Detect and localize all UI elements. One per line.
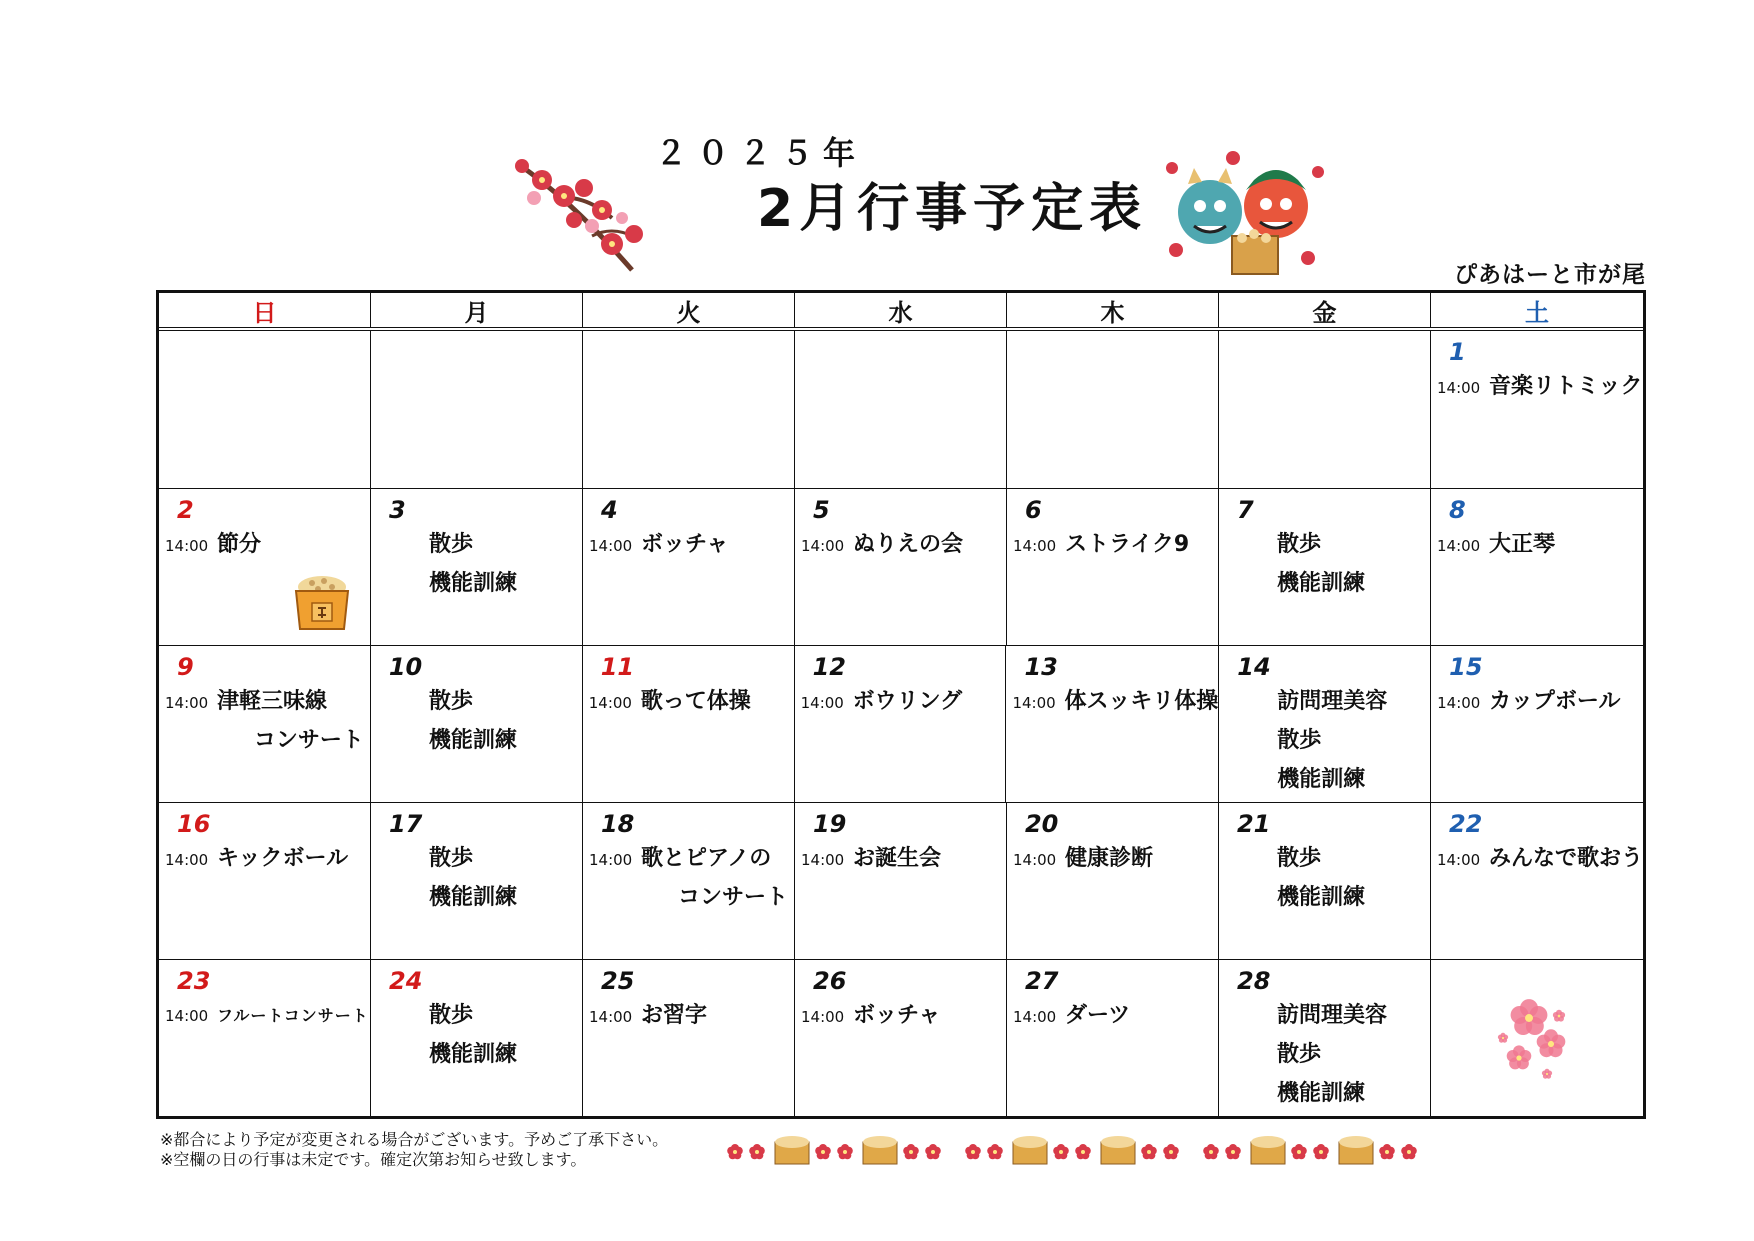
day-cell xyxy=(1007,331,1219,488)
plum-branch-icon xyxy=(512,158,662,278)
day-number xyxy=(389,337,582,367)
event-text: 津軽三味線 xyxy=(217,689,328,714)
event-text: ボッチャ xyxy=(641,532,729,557)
weekday-thu: 木 xyxy=(1007,293,1219,328)
event-line xyxy=(377,996,582,1035)
event-line xyxy=(1437,839,1643,878)
event-time: 14:00 xyxy=(1437,694,1481,712)
day-number: 20 xyxy=(1024,810,1059,838)
day-cell xyxy=(795,960,1007,1116)
event-time: 14:00 xyxy=(1013,537,1057,555)
calendar-table xyxy=(156,290,1646,1119)
event-text: 節分 xyxy=(217,532,262,557)
event-line xyxy=(165,996,370,1035)
day-cell xyxy=(1431,331,1643,488)
event-line xyxy=(1012,682,1218,721)
day-cell xyxy=(795,646,1007,802)
event-text: 機能訓練 xyxy=(429,1042,518,1067)
event-line xyxy=(165,682,370,721)
event-text: 機能訓練 xyxy=(428,885,517,910)
event-time: 14:00 xyxy=(588,694,632,712)
day-cell xyxy=(1006,646,1219,802)
day-cell xyxy=(583,331,795,488)
calendar-weeks xyxy=(159,331,1643,1116)
day-number: 5 xyxy=(813,496,830,524)
weekday-header xyxy=(159,293,1643,331)
event-time: 14:00 xyxy=(800,851,845,869)
day-cell xyxy=(795,331,1007,488)
event-text: 散歩 xyxy=(1277,532,1322,557)
week-row xyxy=(159,488,1643,645)
day-cell xyxy=(1431,489,1643,645)
day-number xyxy=(601,337,794,367)
day-number xyxy=(1025,337,1218,367)
event-line xyxy=(377,682,582,721)
day-cell xyxy=(795,803,1007,959)
plum-blossom-icon xyxy=(1489,988,1579,1084)
event-line xyxy=(165,721,370,760)
note-line: ※都合により予定が変更される場合がございます。予めご了承下さい。 xyxy=(160,1130,669,1149)
event-time: 14:00 xyxy=(1437,537,1481,555)
day-cell xyxy=(1431,960,1643,1116)
event-text: 訪問理美容 xyxy=(1277,689,1388,714)
event-text: ボッチャ xyxy=(853,1003,941,1028)
day-cell xyxy=(159,803,371,959)
event-line xyxy=(377,1035,582,1074)
event-text: お誕生会 xyxy=(852,846,941,871)
event-line xyxy=(589,525,794,564)
day-number: 2 xyxy=(177,496,194,524)
event-time: 14:00 xyxy=(1013,1008,1057,1026)
day-cell xyxy=(371,331,583,488)
event-line xyxy=(1437,682,1643,721)
event-time: 14:00 xyxy=(165,537,209,555)
weekday-wed: 水 xyxy=(795,293,1007,328)
notes xyxy=(160,1130,668,1170)
event-text: 散歩 xyxy=(1277,728,1322,753)
event-line xyxy=(589,682,794,721)
event-text: 機能訓練 xyxy=(1277,767,1366,792)
day-cell xyxy=(583,489,795,645)
day-cell xyxy=(159,960,371,1116)
event-text: 散歩 xyxy=(428,689,473,714)
day-number: 24 xyxy=(389,967,423,995)
day-cell xyxy=(1007,803,1219,959)
event-line xyxy=(1225,1074,1430,1113)
event-text: 機能訓練 xyxy=(1277,571,1366,596)
day-number: 14 xyxy=(1237,653,1271,681)
event-line xyxy=(589,878,794,917)
day-cell xyxy=(159,646,371,802)
day-cell xyxy=(1219,646,1431,802)
event-line xyxy=(165,525,370,564)
day-number: 28 xyxy=(1237,967,1271,995)
event-text: カップボール xyxy=(1489,689,1621,714)
event-line xyxy=(801,525,1006,564)
event-text: コンサート xyxy=(253,728,364,753)
page-title: 2月行事予定表 xyxy=(757,179,1148,239)
event-text: 体スッキリ体操 xyxy=(1064,689,1219,714)
event-text: コンサート xyxy=(677,885,788,910)
event-line xyxy=(1013,839,1218,878)
event-text: 大正琴 xyxy=(1489,532,1556,557)
event-line xyxy=(377,564,582,603)
event-text: 散歩 xyxy=(1276,846,1321,871)
event-text: 機能訓練 xyxy=(428,728,517,753)
event-time: 14:00 xyxy=(1436,851,1481,869)
event-line xyxy=(1225,839,1430,878)
event-line xyxy=(1225,760,1430,799)
day-cell xyxy=(1219,803,1431,959)
day-number: 10 xyxy=(388,653,423,681)
day-number: 23 xyxy=(177,967,211,995)
event-text: お習字 xyxy=(641,1003,708,1028)
day-number: 4 xyxy=(601,496,618,524)
event-line xyxy=(165,839,370,878)
day-number: 17 xyxy=(388,810,423,838)
event-text: 散歩 xyxy=(429,1003,474,1028)
event-line xyxy=(801,839,1006,878)
day-number xyxy=(813,337,1006,367)
event-line xyxy=(1225,564,1430,603)
day-number: 27 xyxy=(1025,967,1059,995)
event-time: 14:00 xyxy=(165,694,209,712)
event-line xyxy=(1225,721,1430,760)
organization-name: ぴあはーと市が尾 xyxy=(1454,262,1646,288)
event-line xyxy=(377,721,582,760)
day-cell xyxy=(1007,960,1219,1116)
day-number: 13 xyxy=(1024,653,1058,681)
day-cell xyxy=(1219,489,1431,645)
fuku-masu-icon xyxy=(292,573,352,631)
event-time: 14:00 xyxy=(801,537,845,555)
event-line xyxy=(589,839,794,878)
event-text: 散歩 xyxy=(429,532,474,557)
day-cell xyxy=(371,960,583,1116)
setsubun-oni-icon xyxy=(1158,150,1333,280)
weekday-fri: 金 xyxy=(1219,293,1431,328)
event-text: 機能訓練 xyxy=(1276,885,1365,910)
event-line xyxy=(1225,1035,1430,1074)
weekday-sun: 日 xyxy=(159,293,371,328)
event-time: 14:00 xyxy=(1437,379,1481,397)
event-time: 14:00 xyxy=(589,1008,633,1026)
day-cell xyxy=(1431,803,1643,959)
day-cell xyxy=(371,803,583,959)
day-number: 3 xyxy=(389,496,406,524)
week-row xyxy=(159,959,1643,1116)
event-line xyxy=(1013,996,1218,1035)
event-line xyxy=(1013,525,1218,564)
day-number: 16 xyxy=(177,810,211,838)
week-row xyxy=(159,802,1643,959)
day-number: 1 xyxy=(1449,338,1466,366)
day-number: 12 xyxy=(812,653,847,681)
weekday-tue: 火 xyxy=(583,293,795,328)
day-cell xyxy=(583,803,795,959)
event-text: 散歩 xyxy=(428,846,473,871)
event-line xyxy=(377,839,582,878)
day-cell xyxy=(159,489,371,645)
day-number: 22 xyxy=(1448,810,1483,838)
event-text: キックボール xyxy=(217,846,349,871)
event-line xyxy=(377,525,582,564)
day-cell xyxy=(159,331,371,488)
day-number xyxy=(177,337,370,367)
event-time: 14:00 xyxy=(1012,851,1057,869)
event-text: 散歩 xyxy=(1277,1042,1322,1067)
day-number: 26 xyxy=(813,967,847,995)
event-text: ダーツ xyxy=(1065,1003,1131,1028)
day-cell xyxy=(371,489,583,645)
day-number: 15 xyxy=(1449,653,1483,681)
event-line xyxy=(377,878,582,917)
event-text: 機能訓練 xyxy=(429,571,518,596)
page-year: ２０２５年 xyxy=(655,134,866,172)
event-text: みんなで歌おう xyxy=(1488,846,1643,871)
day-cell xyxy=(583,960,795,1116)
day-number: 8 xyxy=(1449,496,1466,524)
event-time: 14:00 xyxy=(801,1008,845,1026)
event-line xyxy=(1437,525,1643,564)
event-line xyxy=(589,996,794,1035)
day-number: 9 xyxy=(177,653,194,681)
event-line xyxy=(801,682,1006,721)
event-line xyxy=(1225,996,1430,1035)
day-number xyxy=(1237,337,1430,367)
event-text: フルートコンサート xyxy=(217,1006,369,1025)
day-cell xyxy=(371,646,583,802)
day-number: 25 xyxy=(601,967,635,995)
day-number: 21 xyxy=(1236,810,1271,838)
event-time: 14:00 xyxy=(165,851,209,869)
weekday-mon: 月 xyxy=(371,293,583,328)
event-text: ストライク9 xyxy=(1065,532,1190,557)
event-text: ボウリング xyxy=(852,689,963,714)
week-row xyxy=(159,331,1643,488)
weekday-sat: 土 xyxy=(1525,299,1549,327)
day-number: 18 xyxy=(600,810,635,838)
event-line xyxy=(801,996,1006,1035)
day-cell xyxy=(1007,489,1219,645)
day-cell xyxy=(1219,331,1431,488)
day-number: 7 xyxy=(1237,496,1254,524)
event-line xyxy=(1225,682,1430,721)
event-time: 14:00 xyxy=(800,694,844,712)
event-text: ぬりえの会 xyxy=(853,532,964,557)
event-time: 14:00 xyxy=(165,1007,209,1025)
event-text: 歌とピアノの xyxy=(640,846,772,871)
day-number: 19 xyxy=(812,810,847,838)
event-line xyxy=(1225,525,1430,564)
day-cell xyxy=(1219,960,1431,1116)
day-cell xyxy=(1431,646,1643,802)
note-line: ※空欄の日の行事は未定です。確定次第お知らせ致します。 xyxy=(160,1150,587,1169)
event-line xyxy=(1225,878,1430,917)
day-cell xyxy=(795,489,1007,645)
event-text: 機能訓練 xyxy=(1277,1081,1366,1106)
event-time: 14:00 xyxy=(588,851,633,869)
event-time: 14:00 xyxy=(1012,694,1056,712)
event-text: 音楽リトミック xyxy=(1489,374,1643,399)
footer-decoration-icon xyxy=(725,1130,1435,1170)
day-number: 11 xyxy=(600,653,635,681)
event-line xyxy=(1437,367,1643,406)
event-text: 健康診断 xyxy=(1064,846,1153,871)
event-text: 歌って体操 xyxy=(640,689,751,714)
event-time: 14:00 xyxy=(589,537,633,555)
week-row xyxy=(159,645,1643,802)
day-number: 6 xyxy=(1025,496,1042,524)
event-text: 訪問理美容 xyxy=(1277,1003,1388,1028)
day-cell xyxy=(583,646,795,802)
